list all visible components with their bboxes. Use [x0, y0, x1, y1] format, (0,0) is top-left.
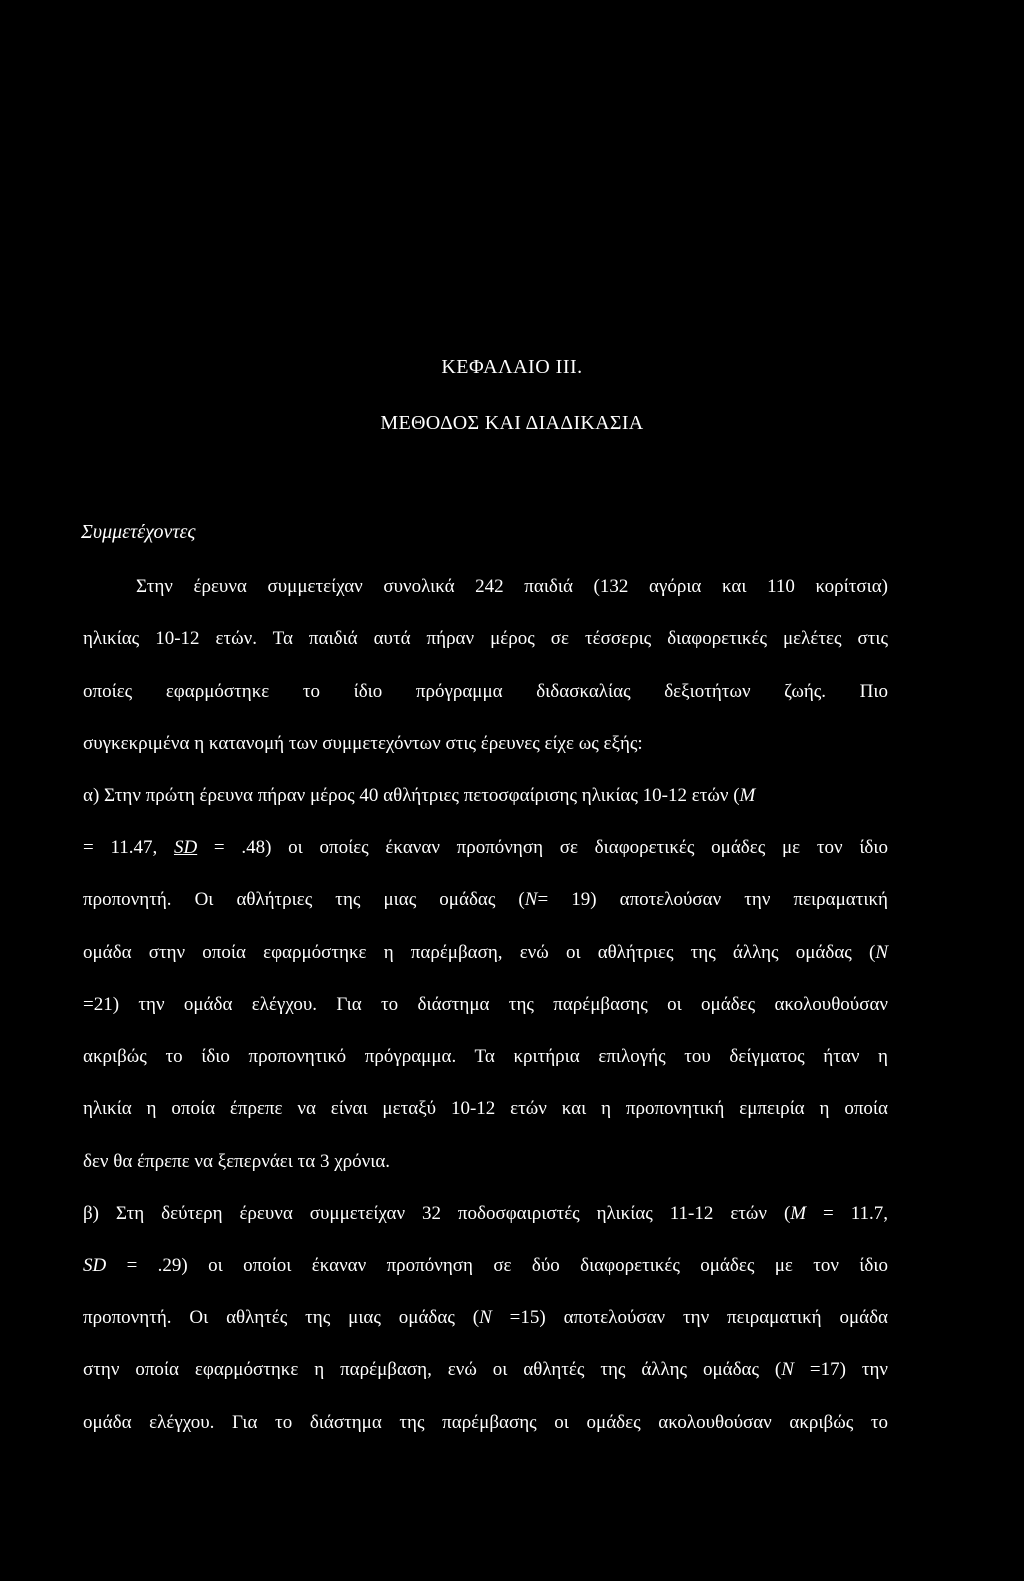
italic-symbol: M: [739, 785, 756, 806]
text-span: προπονητή. Οι αθλητές της μιας ομάδας (: [83, 1307, 480, 1328]
paragraph-line: [83, 1358, 888, 1382]
italic-symbol: N: [781, 1359, 794, 1380]
text-span: = .29) οι οποίοι έκαναν προπόνηση σε δύο διαφορετικές ομάδες με τον ίδιο: [106, 1255, 888, 1276]
paragraph-line: ηλικία η οποία έπρεπε να είναι μεταξύ 10-12 ετών και η προπονητική εμπειρία η οποία: [83, 1098, 888, 1119]
italic-symbol: SD: [173, 837, 198, 858]
text-span: = 19) αποτελούσαν την πειραματική: [537, 889, 888, 910]
chapter-title: ΚΕΦΑΛΑΙΟ III.: [441, 356, 583, 378]
paragraph-line: [83, 836, 888, 860]
text-span: α) Στην πρώτη έρευνα πήραν μέρος 40 αθλήτριες πετοσφαίρισης ηλικίας 10-12 ετών (: [83, 785, 740, 806]
paragraph-line: Στην έρευνα συμμετείχαν συνολικά 242 παιδιά (132 αγόρια και 110 κορίτσια): [136, 576, 888, 597]
paragraph-line: οποίες εφαρμόστηκε το ίδιο πρόγραμμα διδασκαλίας δεξιοτήτων ζωής. Πιο: [83, 681, 888, 702]
text-span: = 11.7,: [806, 1203, 888, 1224]
italic-symbol: N: [479, 1307, 492, 1328]
italic-symbol: SD: [83, 1255, 107, 1276]
paragraph-line: =21) την ομάδα ελέγχου. Για το διάστημα της παρέμβασης οι ομάδες ακολουθούσαν: [83, 994, 888, 1015]
paragraph-line: [83, 784, 755, 808]
paragraph-line: [83, 1254, 888, 1278]
text-span: προπονητή. Οι αθλήτριες της μιας ομάδας (: [83, 889, 525, 910]
paragraph-line: [83, 1202, 888, 1226]
paragraph-line: ηλικίας 10-12 ετών. Τα παιδιά αυτά πήραν μέρος σε τέσσερις διαφορετικές μελέτες στις: [83, 628, 888, 649]
text-span: = 11.47,: [83, 837, 174, 858]
chapter-subtitle: ΜΕΘΟΔΟΣ ΚΑΙ ΔΙΑΔΙΚΑΣΙΑ: [380, 412, 644, 434]
text-span: = .48) οι οποίες έκαναν προπόνηση σε διαφορετικές ομάδες με τον ίδιο: [197, 837, 888, 858]
italic-symbol: M: [790, 1203, 807, 1224]
text-span: στην οποία εφαρμόστηκε η παρέμβαση, ενώ οι αθλητές της άλλης ομάδας (: [83, 1359, 782, 1380]
paragraph-line: δεν θα έπρεπε να ξεπερνάει τα 3 χρόνια.: [83, 1151, 391, 1172]
paragraph-line: ομάδα ελέγχου. Για το διάστημα της παρέμβασης οι ομάδες ακολουθούσαν ακριβώς το: [83, 1412, 888, 1433]
text-span: ομάδα στην οποία εφαρμόστηκε η παρέμβαση, ενώ οι αθλήτριες της άλλης ομάδας (: [83, 942, 876, 963]
text-span: =17) την: [793, 1359, 888, 1380]
section-heading: Συμμετέχοντες: [81, 521, 196, 543]
italic-symbol: N: [875, 942, 888, 963]
paragraph-line: ακριβώς το ίδιο προπονητικό πρόγραμμα. Τα κριτήρια επιλογής του δείγματος ήταν η: [83, 1046, 888, 1067]
text-span: β) Στη δεύτερη έρευνα συμμετείχαν 32 ποδοσφαιριστές ηλικίας 11-12 ετών (: [83, 1203, 791, 1224]
italic-symbol: N: [524, 889, 538, 910]
paragraph-line: [83, 888, 888, 912]
paragraph-line: [83, 1306, 888, 1330]
paragraph-line: συγκεκριμένα η κατανομή των συμμετεχόντων στις έρευνες είχε ως εξής:: [83, 733, 643, 754]
paragraph-line: [83, 941, 888, 965]
text-span: =15) αποτελούσαν την πειραματική ομάδα: [491, 1307, 889, 1328]
